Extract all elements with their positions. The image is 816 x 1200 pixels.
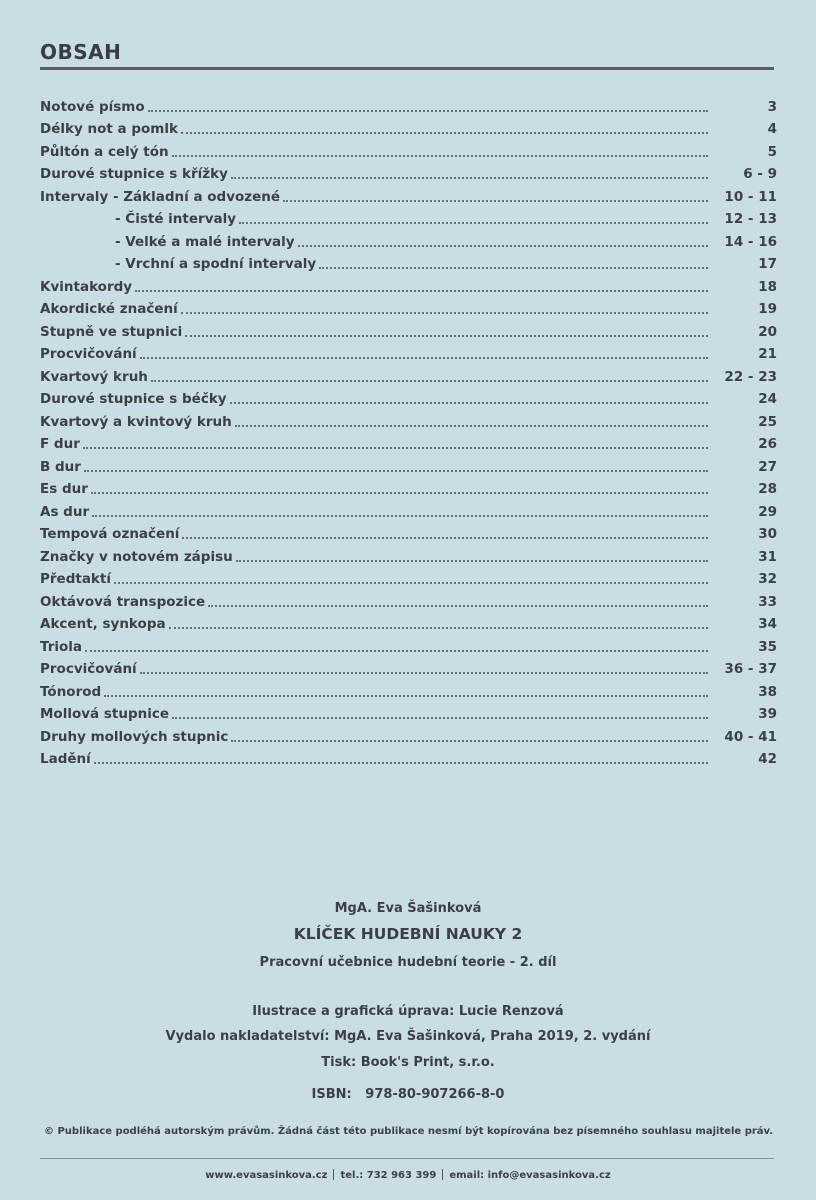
toc-entry[interactable]: [40, 722, 777, 745]
toc-entry[interactable]: [40, 745, 777, 768]
footer-contacts: [0, 1169, 816, 1181]
toc-entry-page: 12 - 13: [724, 211, 777, 227]
toc-entry[interactable]: [40, 227, 777, 250]
footer-phone: tel.: 732 963 399: [340, 1170, 437, 1181]
toc-entry-page: 35: [758, 638, 777, 655]
toc-entry-page: 10 - 11: [724, 188, 777, 205]
footer-separator: [333, 1169, 334, 1180]
toc-dot-leader: [140, 357, 708, 359]
footer-email[interactable]: email: info@evasasinkova.cz: [449, 1170, 611, 1181]
toc-dot-leader: [91, 492, 708, 494]
toc-entry-page: 21: [758, 346, 777, 362]
toc-entry-page: 31: [758, 548, 777, 565]
imprint-publisher: Vydalo nakladatelství: MgA. Eva Šašinková, Praha 2019, 2. vydání: [165, 1029, 651, 1044]
toc-entry[interactable]: [40, 362, 777, 385]
toc-entry[interactable]: [40, 137, 777, 160]
toc-entry-title: Půltón a celý tón: [40, 143, 169, 160]
toc-entry-title: Mollová stupnice: [40, 706, 170, 722]
toc-entry-title: Akcent, synkopa: [40, 616, 166, 632]
toc-dot-leader: [151, 380, 708, 382]
toc-entry-title: F dur: [40, 436, 80, 452]
copyright-notice: © Publikace podléhá autorským právům. Žádná část této publikace nesmí být kopírována bez písemného souhlasu majitele práv.: [44, 1126, 774, 1137]
toc-dot-leader: [172, 155, 708, 157]
toc-entry-title: Durové stupnice s křížky: [40, 166, 228, 182]
toc-dot-leader: [319, 267, 708, 269]
toc-entry-title: Tónorod: [40, 683, 102, 700]
toc-entry-page: 39: [758, 706, 777, 722]
toc-dot-leader: [84, 470, 708, 472]
toc-dot-leader: [208, 605, 708, 607]
toc-dot-leader: [230, 402, 708, 404]
toc-entry[interactable]: [40, 295, 777, 318]
toc-entry[interactable]: [40, 250, 777, 273]
toc-entry-title: Kvintakordy: [40, 278, 133, 295]
toc-entry-page: 40 - 41: [724, 728, 777, 745]
toc-dot-leader: [283, 200, 708, 202]
toc-entry-page: 5: [767, 143, 777, 160]
toc-dot-leader: [85, 650, 708, 652]
toc-entry-title: Oktávová transpozice: [40, 593, 206, 610]
toc-entry[interactable]: [40, 610, 777, 633]
toc-entry-page: 3: [767, 98, 777, 115]
footer-separator: [442, 1169, 443, 1180]
toc-dot-leader: [185, 335, 708, 337]
toc-entry[interactable]: [40, 92, 777, 115]
toc-entry[interactable]: [40, 677, 777, 700]
imprint-isbn: ISBN: 978-80-907266-8-0: [311, 1087, 505, 1102]
toc-entry[interactable]: [40, 385, 777, 408]
toc-dot-leader: [231, 177, 708, 179]
toc-dot-leader: [169, 627, 708, 629]
toc-entry-title: - Vrchní a spodní intervaly: [115, 256, 317, 272]
toc-entry[interactable]: [40, 475, 777, 498]
toc-entry-page: 4: [767, 121, 777, 137]
toc-dot-leader: [104, 695, 708, 697]
toc-entry-page: 34: [758, 616, 777, 632]
toc-entry-title: Procvičování: [40, 661, 137, 677]
toc-entry-title: Druhy mollových stupnic: [40, 728, 229, 745]
toc-entry-page: 18: [758, 278, 777, 295]
toc-dot-leader: [298, 245, 708, 247]
heading-underline: [40, 67, 774, 70]
toc-entry[interactable]: [40, 160, 777, 183]
toc-entry-page: 24: [758, 391, 777, 407]
toc-dot-leader: [235, 425, 708, 427]
toc-entry[interactable]: [40, 272, 777, 295]
toc-entry-page: 14 - 16: [724, 233, 777, 250]
toc-entry[interactable]: [40, 317, 777, 340]
toc-entry-title: Délky not a pomlk: [40, 121, 178, 137]
toc-entry[interactable]: [40, 182, 777, 205]
toc-entry[interactable]: [40, 520, 777, 543]
toc-heading: OBSAH: [40, 40, 122, 64]
toc-entry[interactable]: [40, 407, 777, 430]
toc-entry-page: 42: [758, 751, 777, 767]
toc-entry-title: Ladění: [40, 751, 91, 767]
imprint-author: MgA. Eva Šašinková: [334, 901, 482, 916]
footer-divider: [40, 1158, 774, 1159]
toc-entry-page: 32: [758, 571, 777, 587]
toc-entry-page: 19: [758, 301, 777, 317]
toc-entry-title: Durové stupnice s béčky: [40, 391, 227, 407]
toc-entry[interactable]: [40, 632, 777, 655]
toc-dot-leader: [148, 110, 708, 112]
toc-dot-leader: [172, 717, 708, 719]
imprint-book-title: KLÍČEK HUDEBNÍ NAUKY 2: [293, 925, 523, 943]
toc-dot-leader: [83, 447, 708, 449]
toc-entry-title: Kvartový a kvintový kruh: [40, 413, 232, 430]
toc-entry-title: Předtaktí: [40, 571, 111, 587]
imprint-subtitle: Pracovní učebnice hudební teorie - 2. díl: [259, 955, 557, 970]
toc-entry[interactable]: [40, 452, 777, 475]
toc-entry-title: Es dur: [40, 481, 88, 497]
toc-entry-title: - Čisté intervaly: [115, 211, 237, 227]
toc-entry[interactable]: [40, 115, 777, 138]
toc-entry[interactable]: [40, 565, 777, 588]
toc-dot-leader: [236, 560, 708, 562]
toc-entry-title: Kvartový kruh: [40, 368, 148, 385]
imprint-print: Tisk: Book's Print, s.r.o.: [321, 1055, 495, 1070]
toc-dot-leader: [94, 762, 708, 764]
toc-entry-title: - Velké a malé intervaly: [115, 233, 295, 250]
toc-entry[interactable]: [40, 497, 777, 520]
toc-dot-leader: [239, 222, 708, 224]
toc-entry-title: Triola: [40, 638, 83, 655]
toc-dot-leader: [140, 672, 708, 674]
toc-dot-leader: [182, 537, 708, 539]
toc-dot-leader: [181, 312, 708, 314]
toc-dot-leader: [114, 582, 708, 584]
toc-entry[interactable]: [40, 340, 777, 363]
toc-entry-title: Intervaly - Základní a odvozené: [40, 188, 281, 205]
toc-entry-page: 17: [758, 256, 777, 272]
toc-entry-page: 6 - 9: [743, 166, 777, 182]
toc-entry[interactable]: [40, 655, 777, 678]
toc-entry[interactable]: [40, 205, 777, 228]
toc-entry[interactable]: [40, 587, 777, 610]
toc-entry-page: 26: [758, 436, 777, 452]
toc-entry-title: Procvičování: [40, 346, 137, 362]
toc-entry-page: 29: [758, 503, 777, 520]
toc-entry-page: 28: [758, 481, 777, 497]
toc-entry-page: 22 - 23: [724, 368, 777, 385]
toc-entry-title: Značky v notovém zápisu: [40, 548, 233, 565]
toc-dot-leader: [231, 740, 708, 742]
toc-entry-title: Tempová označení: [40, 526, 180, 542]
toc-entry[interactable]: [40, 700, 777, 723]
toc-entry-page: 27: [758, 458, 777, 475]
toc-entry[interactable]: [40, 430, 777, 453]
toc-entry-title: B dur: [40, 458, 81, 475]
imprint-illustrations: Ilustrace a grafická úprava: Lucie Renzová: [252, 1004, 564, 1019]
toc-entry-page: 36 - 37: [724, 661, 777, 677]
toc-entry-page: 30: [758, 526, 777, 542]
toc-entry-title: As dur: [40, 503, 90, 520]
toc-entry-title: Akordické značení: [40, 301, 178, 317]
footer-website[interactable]: www.evasasinkova.cz: [205, 1170, 328, 1181]
toc-entry-page: 25: [758, 413, 777, 430]
toc-entry-page: 38: [758, 683, 777, 700]
toc-entry[interactable]: [40, 542, 777, 565]
toc-entry-page: 33: [758, 593, 777, 610]
toc-entry-page: 20: [758, 323, 777, 340]
table-of-contents: [40, 92, 777, 767]
toc-dot-leader: [92, 515, 708, 517]
toc-dot-leader: [181, 132, 708, 134]
toc-dot-leader: [135, 290, 708, 292]
toc-entry-title: Stupně ve stupnici: [40, 323, 183, 340]
toc-entry-title: Notové písmo: [40, 98, 145, 115]
